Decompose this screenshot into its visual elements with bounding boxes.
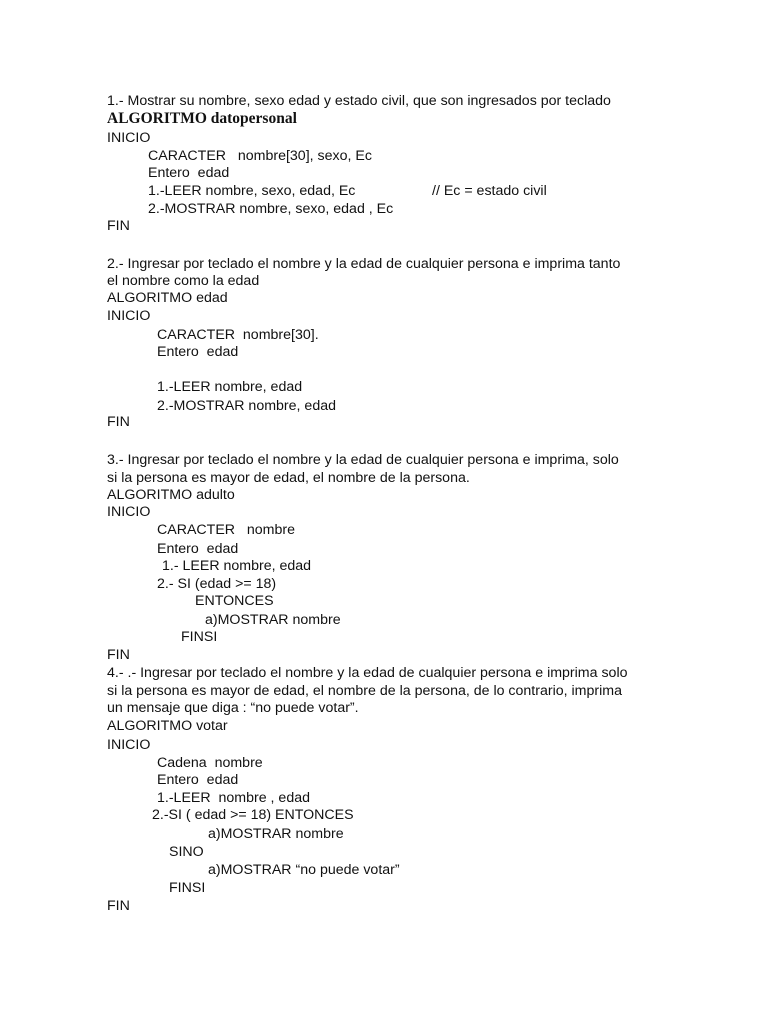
fin-keyword: FIN (107, 414, 130, 430)
code-line: ENTONCES (195, 593, 274, 609)
code-line: a)MOSTRAR nombre (205, 612, 341, 628)
code-line: Entero edad (157, 772, 239, 788)
algorithm-title: ALGORITMO votar (107, 718, 228, 734)
code-line: 1.-LEER nombre , edad (157, 790, 310, 806)
problem-2-statement: 2.- Ingresar por teclado el nombre y la edad de cualquier persona e imprima tanto (107, 256, 621, 272)
problem-2-statement: el nombre como la edad (107, 273, 260, 289)
problem-3-statement: 3.- Ingresar por teclado el nombre y la edad de cualquier persona e imprima, solo (107, 452, 619, 468)
algorithm-title: ALGORITMO adulto (107, 487, 235, 503)
code-line: Cadena nombre (157, 755, 263, 771)
fin-keyword: FIN (107, 647, 130, 663)
code-line: SINO (169, 844, 204, 860)
problem-3-statement: si la persona es mayor de edad, el nombre de la persona. (107, 470, 470, 486)
problem-4-statement: 4.- .- Ingresar por teclado el nombre y la edad de cualquier persona e imprima solo (107, 665, 628, 681)
code-line: 2.-MOSTRAR nombre, edad (157, 398, 336, 414)
code-line: CARACTER nombre[30]. (157, 327, 319, 343)
code-line: CARACTER nombre (157, 522, 295, 538)
code-line: 1.-LEER nombre, sexo, edad, Ec (148, 183, 356, 199)
problem-4-statement: un mensaje que diga : “no puede votar”. (107, 700, 359, 716)
fin-keyword: FIN (107, 218, 130, 234)
inicio-keyword: INICIO (107, 504, 151, 520)
code-line: Entero edad (148, 165, 230, 181)
code-line: a)MOSTRAR nombre (208, 826, 344, 842)
fin-keyword: FIN (107, 898, 130, 914)
algorithm-title: ALGORITMO datopersonal (107, 110, 297, 127)
code-line: FINSI (181, 629, 218, 645)
code-line: 1.-LEER nombre, edad (157, 379, 303, 395)
code-line: Entero edad (157, 541, 239, 557)
code-line: 1.- LEER nombre, edad (162, 558, 312, 574)
algorithm-title: ALGORITMO edad (107, 290, 228, 306)
code-comment: // Ec = estado civil (432, 183, 547, 199)
inicio-keyword: INICIO (107, 130, 151, 146)
code-line: FINSI (169, 880, 206, 896)
code-line: 2.- SI (edad >= 18) (157, 576, 277, 592)
problem-4-statement: si la persona es mayor de edad, el nombre de la persona, de lo contrario, imprima (107, 683, 622, 699)
inicio-keyword: INICIO (107, 308, 151, 324)
code-line: 2.-MOSTRAR nombre, sexo, edad , Ec (148, 201, 394, 217)
problem-1-statement: 1.- Mostrar su nombre, sexo edad y estado civil, que son ingresados por teclado (107, 93, 611, 109)
code-line: CARACTER nombre[30], sexo, Ec (148, 148, 372, 164)
code-line: 2.-SI ( edad >= 18) ENTONCES (152, 807, 354, 823)
inicio-keyword: INICIO (107, 737, 151, 753)
code-line: a)MOSTRAR “no puede votar” (208, 862, 400, 878)
code-line: Entero edad (157, 344, 239, 360)
